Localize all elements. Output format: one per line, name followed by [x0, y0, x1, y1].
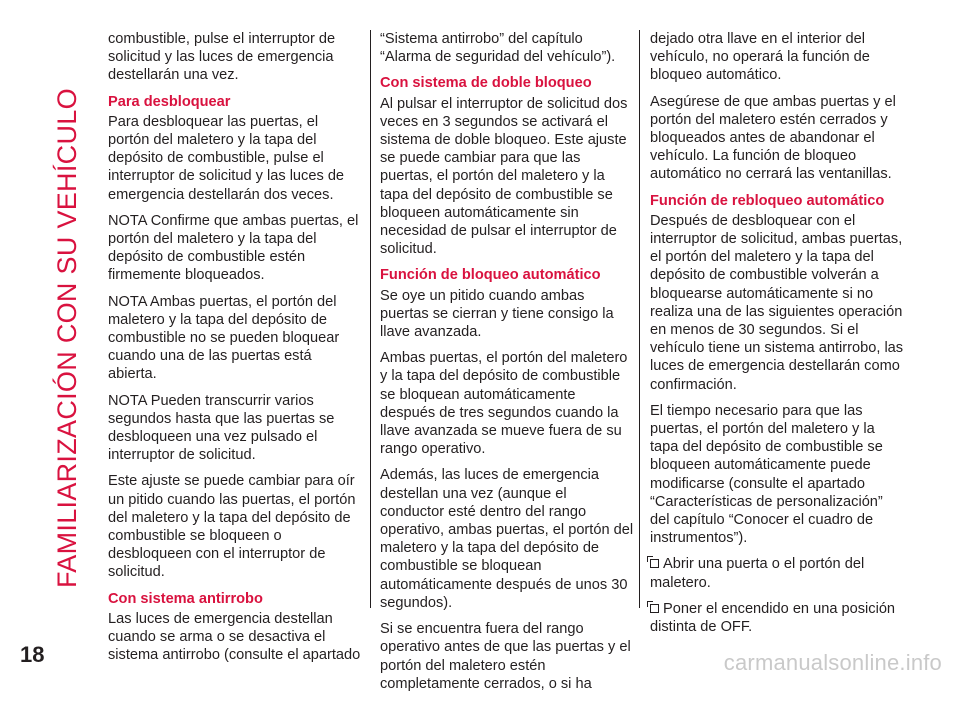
note-paragraph: NOTA Pueden transcurrir varios segundos hasta que las puertas se desbloqueen una vez pulsado el interruptor de solicitud.: [108, 392, 335, 464]
text-column-3: [650, 30, 906, 644]
paragraph: Para desbloquear las puertas, el portón del maletero y la tapa del depósito de combustible, pulse el interruptor de solicitud y las luces de emergencia destellarán dos veces.: [108, 113, 345, 203]
bullet-square-icon: [650, 604, 659, 613]
column-divider: [370, 30, 371, 608]
list-item: [650, 555, 906, 591]
note-paragraph: NOTA Confirme que ambas puertas, el portón del maletero y la tapa del depósito de combustible estén firmemente bloqueados.: [108, 212, 359, 284]
text-column-1: [108, 30, 362, 673]
text-column-2: [380, 30, 634, 701]
column-divider: [639, 30, 640, 608]
paragraph: combustible, pulse el interruptor de solicitud y las luces de emergencia destellarán una vez.: [108, 31, 336, 84]
page-number: 18: [20, 642, 45, 667]
list-item: [650, 600, 906, 636]
paragraph: Después de desbloquear con el interruptor de solicitud, ambas puertas, el portón del maletero y la tapa del depósito de combustible volverán a bloquearse automáticamente si no realiza una de las siguientes operación en menos de 30 segundos. Si el vehículo tiene un sistema antirrobo, las luces de emergencia destellarán como confirmación.: [650, 212, 904, 393]
paragraph: El tiempo necesario para que las puertas, el portón del maletero y la tapa del depósito de combustible se bloqueen automáticamente puede modificarse (consulte el apartado “Características de personalización” del capítulo “Conocer el cuadro de instrumentos”).: [650, 402, 883, 547]
subheading-rebloqueo-automatico: Función de rebloqueo automático: [650, 192, 885, 209]
section-side-title: FAMILIARIZACIÓN CON SU VEHÍCULO: [52, 88, 82, 588]
paragraph: Además, las luces de emergencia destellan una vez (aunque el conductor esté dentro del rango operativo, ambas puertas, el portón del maletero y la tapa del depósito de combustible se bloquean automáticamente después de unos 30 segundos).: [380, 467, 634, 611]
watermark: carmanualsonline.info: [723, 650, 942, 675]
note-paragraph: NOTA Ambas puertas, el portón del maletero y la tapa del depósito de combustible no se pueden bloquear cuando una de las puertas está abierta.: [108, 293, 340, 383]
paragraph: dejado otra llave en el interior del vehículo, no operará la función de bloqueo automático.: [650, 31, 870, 84]
paragraph: Se oye un pitido cuando ambas puertas se cierran y tiene consigo la llave avanzada.: [380, 287, 614, 341]
paragraph: Si se encuentra fuera del rango operativo antes de que las puertas y el portón del maletero estén completamente cerrados, o si ha: [380, 621, 631, 692]
paragraph: Ambas puertas, el portón del maletero y la tapa del depósito de combustible se bloquean automáticamente después de tres segundos cuando la llave avanzada se mueve fuera de su rango operativo.: [380, 350, 628, 458]
paragraph: Este ajuste se puede cambiar para oír un pitido cuando las puertas, el portón del maletero y la tapa del depósito de combustible se bloqueen o desbloqueen con el interruptor de solicitud.: [108, 473, 356, 581]
paragraph: Al pulsar el interruptor de solicitud dos veces en 3 segundos se activará el sistema de doble bloqueo. Este ajuste se puede cambiar para que las puertas, el portón del maletero y la tapa del depósito de combustible se bloqueen automáticamente sin necesidad de pulsar el interruptor de solicitud.: [380, 95, 628, 258]
bullet-square-icon: [650, 559, 659, 568]
paragraph: Las luces de emergencia destellan cuando se arma o se desactiva el sistema antirrobo (consulte el apartado: [108, 610, 361, 664]
subheading-para-desbloquear: Para desbloquear: [108, 93, 231, 110]
subheading-doble-bloqueo: Con sistema de doble bloqueo: [380, 75, 592, 92]
subheading-bloqueo-automatico: Función de bloqueo automático: [380, 267, 601, 284]
subheading-con-sistema-antirrobo: Con sistema antirrobo: [108, 590, 263, 607]
paragraph: “Sistema antirrobo” del capítulo “Alarma de seguridad del vehículo”).: [380, 31, 616, 66]
paragraph: Asegúrese de que ambas puertas y el portón del maletero estén cerrados y bloqueados antes de abandonar el vehículo. La función de bloqueo automático no cerrará las ventanillas.: [650, 93, 896, 183]
list-item-text: Abrir una puerta o el portón del maletero.: [650, 556, 865, 591]
list-item-text: Poner el encendido en una posición distinta de OFF.: [650, 600, 896, 636]
